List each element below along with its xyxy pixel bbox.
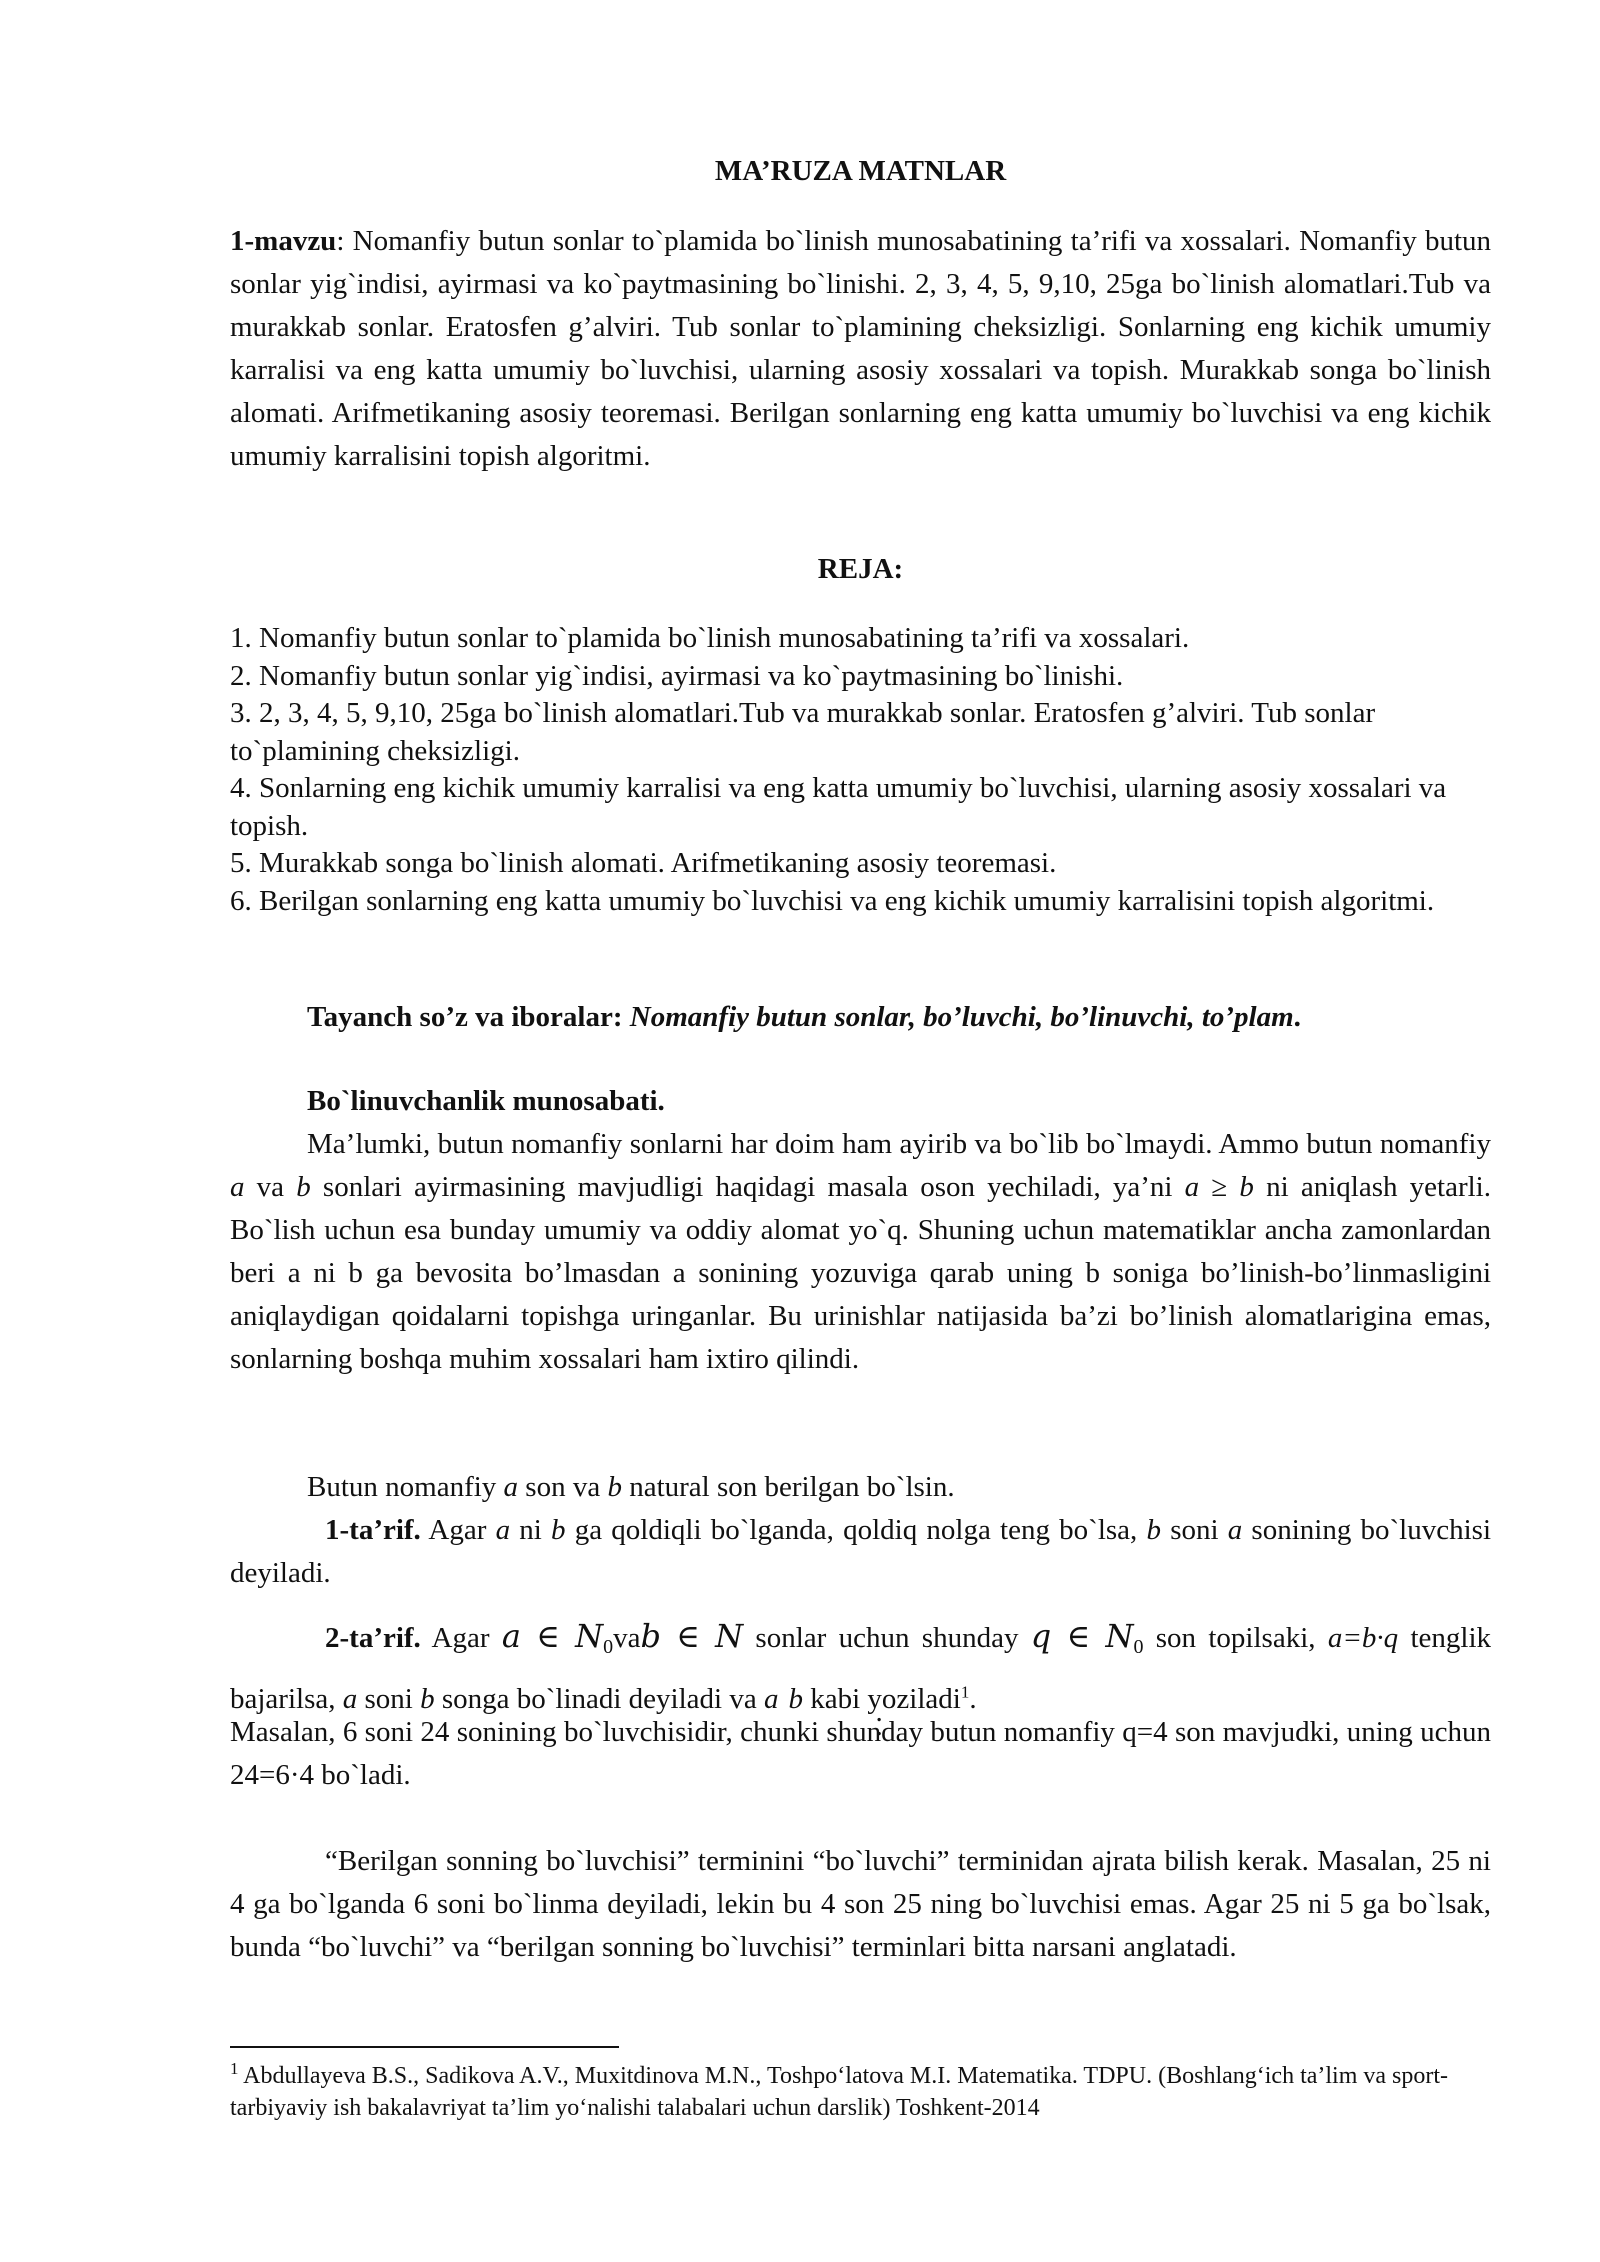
para-text: sonlari ayirmasining mavjudligi haqidagi masala oson yechiladi, ya’ni (310, 1171, 1185, 1203)
var-a: a (763, 1683, 779, 1715)
plan-item: 3. 2, 3, 4, 5, 9,10, 25ga bo`linish alomatlari.Tub va murakkab sonlar. Eratosfen g’alviri. Tub sonlar to`plamining cheksizligi. (230, 697, 1376, 767)
var-a: a (1184, 1171, 1200, 1203)
subscript-zero: 0 (603, 1636, 614, 1658)
para-text: ga qoldiqli bo`lganda, qoldiq nolga teng bo`lsa, (565, 1514, 1147, 1546)
para-text: va (244, 1171, 297, 1203)
topic-text: : Nomanfiy butun sonlar to`plamida bo`linish munosabatining ta’rifi va xossalari. Nomanfiy butun sonlar yig`indisi, ayirmasi va ko`paytmasining bo`linishi. 2, 3, 4, 5, 9,10, 25ga bo`linish alomatlari.Tub va murakkab sonlar. Eratosfen g’alviri. Tub sonlar to`plamining cheksizligi. Sonlarning eng kichik umumiy karralisi va eng katta umumiy bo`luvchisi, ularning asosiy xossalari va topish. Murakkab songa bo`linish alomati. Arifmetikaning asosiy teoremasi. Berilgan sonlarning eng katta umumiy bo`luvchisi va eng kichik umumiy karralisini topish algoritmi. (230, 225, 1491, 472)
plan-item: 5. Murakkab songa bo`linish alomati. Arifmetikaning asosiy teoremasi. (230, 847, 1057, 879)
para-text: soni (357, 1683, 421, 1715)
equation: a=b·q (1327, 1622, 1399, 1654)
para-text: va (613, 1622, 641, 1654)
para-text: Ma’lumki, butun nomanfiy sonlarni har doim ham ayirib va bo`lib bo`lmaydi. Ammo butun nomanfiy (307, 1128, 1491, 1160)
footnote-divider (230, 2046, 619, 2048)
var-b: b (296, 1171, 311, 1203)
var-a: a (495, 1514, 511, 1546)
var-b: b (1239, 1171, 1254, 1203)
var-a: a (230, 1171, 245, 1203)
var-a: a (342, 1683, 358, 1715)
intro-paragraph (230, 1123, 1491, 1381)
geq-symbol: ≥ (1199, 1171, 1240, 1203)
footnote-mark: 1 (230, 2059, 239, 2078)
para-text: natural son berilgan bo`lsin. (621, 1471, 955, 1503)
para-text: son topilsaki, (1143, 1622, 1328, 1654)
terms-paragraph: “Berilgan sonning bo`luvchisi” terminini “bo`luvchi” terminidan ajrata bilish kerak. Masalan, 25 ni 4 ga bo`lganda 6 soni bo`linma deyiladi, lekin bu 4 son 25 ning bo`luvchisi emas. Agar 25 ni 5 ga bo`lsak, bunda “bo`luvchi” va “berilgan sonning bo`luvchisi” terminlari bitta narsani anglatadi. (230, 1845, 1491, 1963)
para-text: kabi yoziladi (802, 1683, 961, 1715)
para-text: ni (510, 1514, 552, 1546)
math-b-in-n: b ∈ N (640, 1617, 744, 1655)
plan-item: 4. Sonlarning eng kichik umumiy karralisi va eng katta umumiy bo`luvchisi, ularning asosiy xossalari va topish. (230, 772, 1447, 842)
topic-label: 1-mavzu (230, 225, 337, 257)
var-b: b (788, 1683, 803, 1715)
var-b: b (551, 1514, 566, 1546)
para-text: Butun nomanfiy (307, 1471, 504, 1503)
math-q-in-n0: q ∈ N (1030, 1617, 1134, 1655)
document-title: MA’RUZA MATNLAR (714, 155, 1007, 187)
para-text: Agar (420, 1514, 496, 1546)
para-text: sonlar uchun shunday (743, 1622, 1031, 1654)
keywords-end: . (1293, 1001, 1301, 1033)
definition-2 (230, 1610, 1491, 1725)
var-a: a (1227, 1514, 1243, 1546)
var-b: b (607, 1471, 622, 1503)
var-b: b (420, 1683, 435, 1715)
keywords-line (230, 996, 1491, 1039)
para-text: . (969, 1683, 977, 1715)
given-paragraph (230, 1466, 1491, 1509)
topic-paragraph (230, 220, 1491, 478)
plan-item: 2. Nomanfiy butun sonlar yig`indisi, ayirmasi va ko`paytmasining bo`linishi. (230, 659, 1124, 692)
para-text: ni aniqlash yetarli. Bo`lish uchun esa bunday umumiy va oddiy alomat yo`q. Shuning uchun matematiklar ancha zamonlardan beri a ni b ga bevosita bo’lmasdan a sonining yozuviga qarab uning b soniga bo’linish-bo’linmasligini aniqlaydigan qoidalarni topishga uringanlar. Bu urinishlar natijasida ba’zi bo’linish alomatlarigina emas, sonlarning boshqa muhim xossalari ham ixtiro qilindi. (230, 1171, 1491, 1375)
var-a: a (503, 1471, 519, 1503)
definition-label: 1-ta’rif. (325, 1514, 421, 1546)
plan-item: 6. Berilgan sonlarning eng katta umumiy bo`luvchisi va eng kichik umumiy karralisini topish algoritmi. (230, 884, 1435, 917)
para-text: son va (518, 1471, 608, 1503)
para-text: Agar (420, 1622, 502, 1654)
var-b: b (1146, 1514, 1161, 1546)
plan-item: 1. Nomanfiy butun sonlar to`plamida bo`linish munosabatining ta’rifi va xossalari. (230, 622, 1190, 654)
footnote (230, 2060, 1491, 2124)
footnote-text: Abdullayeva B.S., Sadikova A.V., Muxitdinova M.N., Toshpo‘latova M.I. Matematika. TDPU. (Boshlang‘ich ta’lim va sport-tarbiyaviy ish bakalavriyat ta’lim yo‘nalishi talabalari uchun darslik) Toshkent-2014 (230, 2063, 1449, 2121)
para-text: tenglik bajarilsa, (230, 1622, 1492, 1715)
keywords-terms: Nomanfiy butun sonlar, bo’luvchi, bo’linuvchi, to’plam (629, 1001, 1294, 1033)
math-a-in-n0: a ∈ N (501, 1617, 604, 1655)
section-heading: Bo`linuvchanlik munosabati. (307, 1085, 665, 1117)
para-text: soni (1161, 1514, 1228, 1546)
para-text: songa bo`linadi deyiladi va (434, 1683, 764, 1715)
plan-list (230, 620, 1491, 920)
keywords-label: Tayanch so’z va iboralar: (307, 1001, 623, 1033)
para-text: sonining bo`luvchisi deyiladi. (230, 1514, 1492, 1589)
plan-title: REJA: (817, 553, 904, 585)
subscript-zero: 0 (1133, 1636, 1144, 1658)
definition-1 (230, 1509, 1491, 1595)
example-paragraph: Masalan, 6 soni 24 sonining bo`luvchisidir, chunki shunday butun nomanfiy q=4 son mavjudki, uning uchun 24=6·4 bo`ladi. (230, 1716, 1491, 1791)
footnote-reference[interactable]: 1 (960, 1682, 970, 1702)
definition-label: 2-ta’rif. (325, 1622, 421, 1654)
